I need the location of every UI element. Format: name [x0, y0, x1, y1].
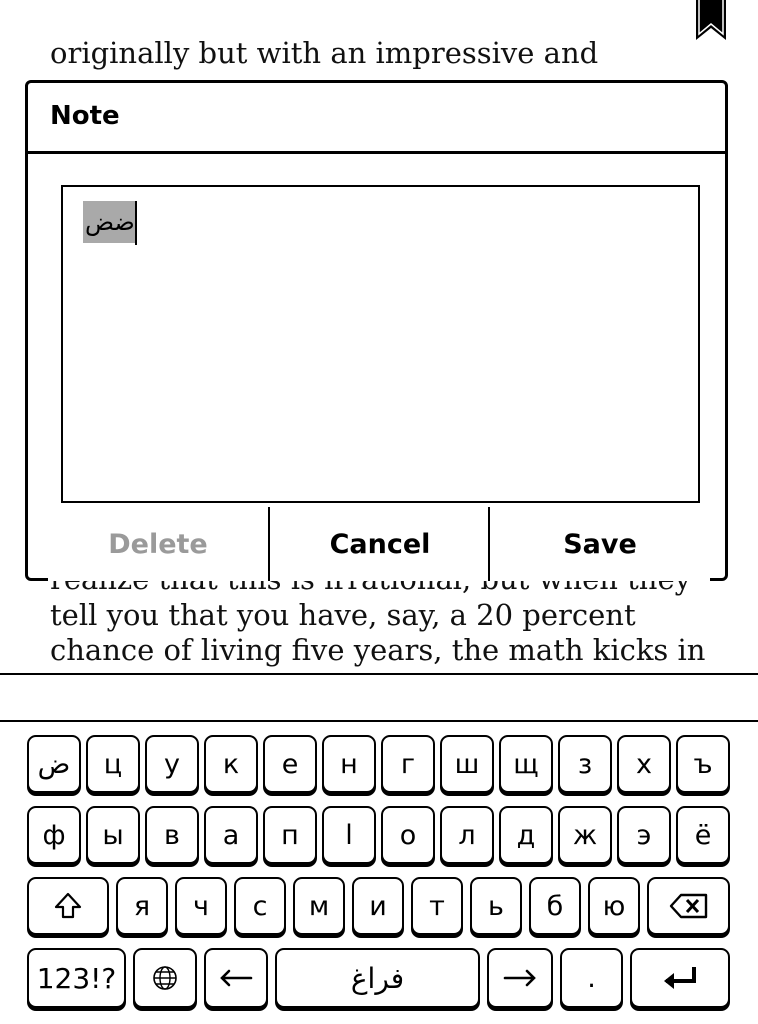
key[interactable]: э — [617, 806, 671, 864]
key[interactable]: у — [145, 735, 199, 793]
book-text-line: originally but with an impressive and — [50, 36, 599, 70]
enter-key[interactable] — [630, 948, 730, 1008]
arrow-left-icon — [219, 968, 253, 988]
key[interactable]: н — [322, 735, 376, 793]
period-key[interactable]: . — [560, 948, 623, 1008]
key[interactable]: ь — [470, 877, 522, 935]
key[interactable]: г — [381, 735, 435, 793]
backspace-key[interactable] — [647, 877, 730, 935]
globe-key[interactable] — [133, 948, 197, 1008]
key[interactable]: и — [352, 877, 404, 935]
cancel-button[interactable]: Cancel — [270, 507, 490, 581]
key[interactable]: л — [440, 806, 494, 864]
book-text-line: chance of living five years, the math kicks in — [50, 633, 706, 667]
key[interactable]: ا — [322, 806, 376, 864]
key[interactable]: в — [145, 806, 199, 864]
key[interactable]: ф — [27, 806, 81, 864]
key[interactable]: б — [529, 877, 581, 935]
key[interactable]: з — [558, 735, 612, 793]
note-text-input[interactable] — [61, 185, 700, 503]
enter-icon — [660, 964, 700, 992]
backspace-icon — [669, 893, 709, 919]
key[interactable]: ц — [86, 735, 140, 793]
key[interactable]: е — [263, 735, 317, 793]
key[interactable]: щ — [499, 735, 553, 793]
key[interactable]: ч — [175, 877, 227, 935]
key[interactable]: ш — [440, 735, 494, 793]
key[interactable]: я — [116, 877, 168, 935]
key[interactable]: с — [234, 877, 286, 935]
key[interactable]: ъ — [676, 735, 730, 793]
key[interactable]: ض — [27, 735, 81, 793]
text-caret — [135, 201, 137, 245]
shift-icon — [53, 891, 83, 921]
key[interactable]: ю — [588, 877, 640, 935]
bookmark-icon[interactable] — [694, 0, 728, 42]
key[interactable]: п — [263, 806, 317, 864]
save-button[interactable]: Save — [490, 507, 710, 581]
dialog-title: Note — [50, 101, 120, 131]
key[interactable]: д — [499, 806, 553, 864]
arrow-right-icon — [503, 968, 537, 988]
numbers-key[interactable]: 123!? — [27, 948, 126, 1008]
delete-button[interactable]: Delete — [48, 507, 268, 581]
arrow-left-key[interactable] — [204, 948, 268, 1008]
keyboard-divider — [0, 720, 758, 722]
key[interactable]: т — [411, 877, 463, 935]
key[interactable]: ж — [558, 806, 612, 864]
page-divider — [0, 673, 758, 675]
note-text-selection: ضض — [83, 201, 137, 243]
key[interactable]: к — [204, 735, 258, 793]
key[interactable]: о — [381, 806, 435, 864]
book-text-line: tell you that you have, say, a 20 percent — [50, 598, 636, 632]
note-dialog — [25, 80, 728, 581]
key[interactable]: а — [204, 806, 258, 864]
space-key[interactable]: فراغ — [275, 948, 480, 1008]
key[interactable]: ё — [676, 806, 730, 864]
globe-icon — [152, 965, 178, 991]
shift-key[interactable] — [27, 877, 109, 935]
title-divider — [28, 151, 725, 154]
key[interactable]: м — [293, 877, 345, 935]
key[interactable]: х — [617, 735, 671, 793]
arrow-right-key[interactable] — [487, 948, 553, 1008]
key[interactable]: ы — [86, 806, 140, 864]
